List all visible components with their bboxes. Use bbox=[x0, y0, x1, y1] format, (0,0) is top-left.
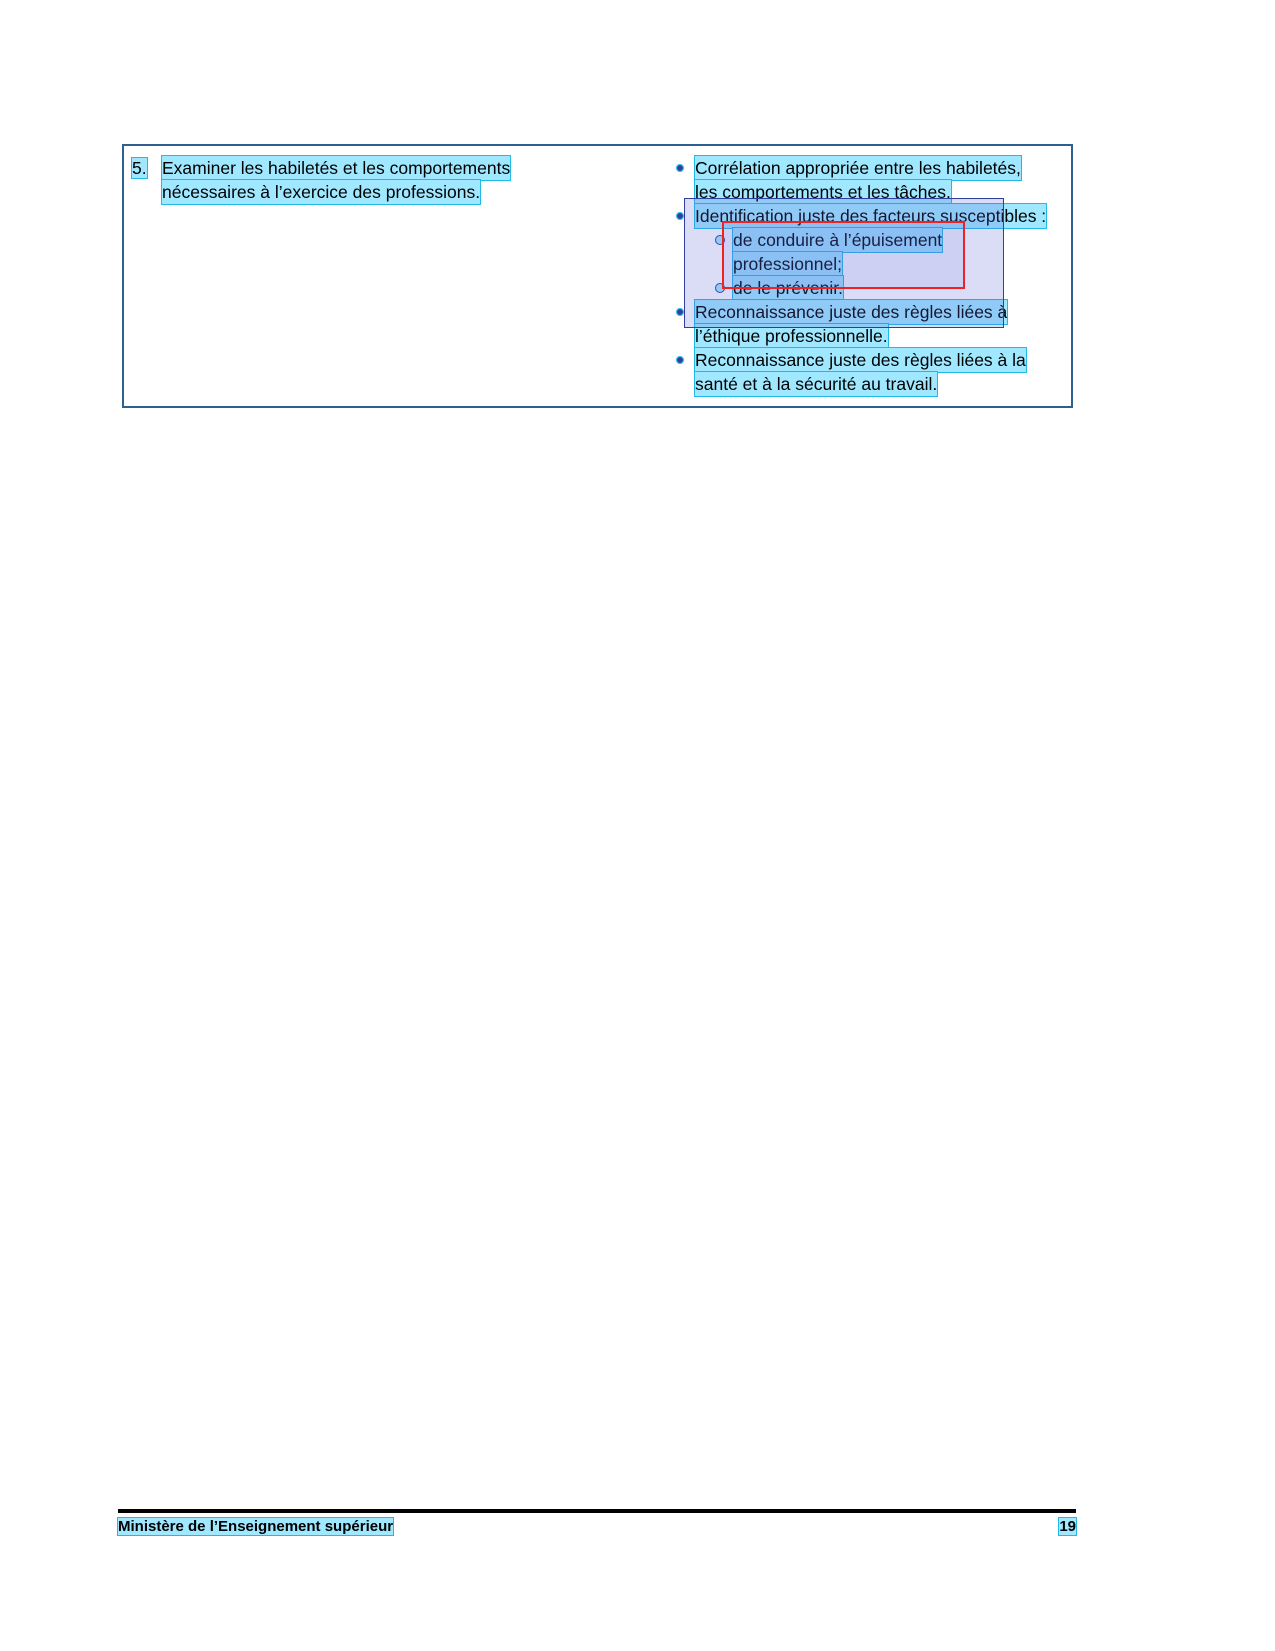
competency-table bbox=[122, 144, 1073, 408]
criterion-2-sublist bbox=[695, 228, 1063, 300]
objective-line-2: nécessaires à l’exercice des professions. bbox=[162, 182, 481, 202]
bullet-dot-icon bbox=[677, 213, 683, 219]
circle-bullet-icon bbox=[715, 283, 725, 293]
bullet-dot-icon bbox=[677, 309, 683, 315]
objective-line-1: Examiner les habiletés et les comportements bbox=[162, 158, 511, 178]
subitem-1-line-1: de conduire à l’épuisement bbox=[733, 230, 943, 250]
page-number: 19 bbox=[1059, 1518, 1076, 1535]
criterion-2-line-1: Identification juste des facteurs susceptibles : bbox=[695, 206, 1047, 226]
item-text bbox=[162, 156, 641, 204]
criterion-3-line-1: Reconnaissance juste des règles liées à bbox=[695, 302, 1008, 322]
criterion-4-line-2: santé et à la sécurité au travail. bbox=[695, 374, 938, 394]
criterion-1-line-1: Corrélation appropriée entre les habiletés, bbox=[695, 158, 1021, 178]
list-item bbox=[695, 228, 1063, 276]
footer-divider bbox=[118, 1509, 1076, 1513]
bullet-dot-icon bbox=[677, 165, 683, 171]
criterion-4-line-1: Reconnaissance juste des règles liées à la bbox=[695, 350, 1026, 370]
criterion-3-line-2: l’éthique professionnelle. bbox=[695, 326, 888, 346]
criteria-list bbox=[655, 156, 1063, 396]
item-number bbox=[132, 156, 162, 204]
list-item bbox=[695, 276, 1063, 300]
numbered-item bbox=[132, 156, 641, 204]
item-number-text: 5. bbox=[132, 158, 147, 178]
list-item bbox=[655, 204, 1063, 300]
list-item bbox=[655, 348, 1063, 396]
subitem-2-line-1: de le prévenir. bbox=[733, 278, 843, 298]
list-item bbox=[655, 300, 1063, 348]
circle-bullet-icon bbox=[715, 235, 725, 245]
page-footer bbox=[118, 1518, 1076, 1535]
table-cell-criteria bbox=[651, 146, 1071, 406]
criterion-1-line-2: les comportements et les tâches. bbox=[695, 182, 951, 202]
list-item bbox=[655, 156, 1063, 204]
table-cell-objective bbox=[124, 146, 651, 406]
subitem-1-line-2: professionnel; bbox=[733, 254, 842, 274]
footer-institution: Ministère de l’Enseignement supérieur bbox=[118, 1518, 394, 1535]
bullet-dot-icon bbox=[677, 357, 683, 363]
